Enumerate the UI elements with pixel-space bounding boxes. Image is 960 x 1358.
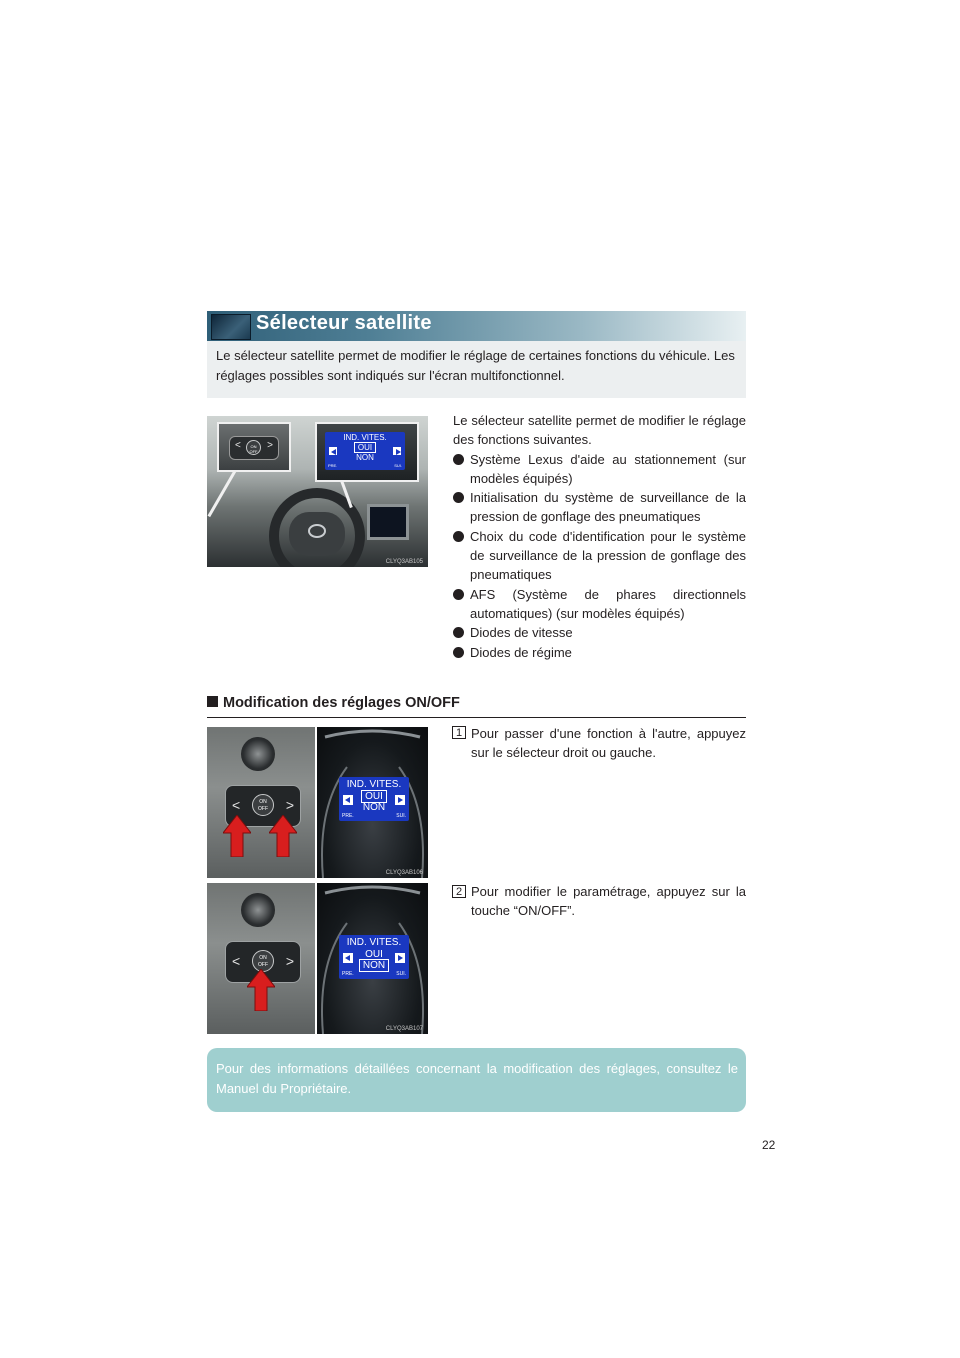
step-number: 2 (452, 885, 466, 898)
lcd-option-no: NON (359, 959, 389, 972)
page-number: 22 (762, 1138, 776, 1152)
lcd-next-label: SUI. (396, 971, 406, 977)
list-item: Initialisation du système de surveillance de la pression de gonflage des pneumatiques (453, 488, 746, 527)
lcd-title: IND. VITES. (346, 937, 402, 948)
red-arrow-icon (269, 815, 297, 857)
step-number: 1 (452, 726, 466, 739)
lcd-option-no: NON (362, 802, 386, 813)
arrow-left-icon (329, 447, 337, 455)
arrow-left-icon (343, 953, 353, 963)
callout-line (208, 468, 238, 517)
image-code: CLYQ3AB105 (385, 559, 423, 565)
step2-display-photo (317, 883, 428, 1034)
switch-inset (217, 422, 291, 472)
lcd-prev-label: PRE. (342, 971, 354, 977)
step1-display-photo (317, 727, 428, 878)
arrow-right-icon (395, 795, 405, 805)
lcd-option-yes: OUI (365, 949, 383, 960)
center-screen (367, 504, 409, 540)
lcd-next-label: SUI. (396, 813, 406, 819)
bullet-icon (453, 647, 464, 658)
lcd-title: IND. VITES. (343, 433, 387, 442)
square-bullet-icon (207, 696, 218, 707)
bullet-icon (453, 492, 464, 503)
section-thumbnail-image (211, 314, 251, 340)
list-item: Diodes de régime (453, 643, 746, 662)
intro-text: Le sélecteur satellite permet de modifier le réglage de certaines fonctions du véhicule. Les réglages possibles sont indiqués sur l'écran multifonctionnel. (216, 348, 735, 383)
lcd-prev-label: PRE. (328, 463, 338, 468)
lcd-option-yes: OUI (354, 442, 376, 453)
lcd-option-yes: OUI (361, 790, 387, 803)
lcd-display (339, 935, 409, 979)
satellite-switch (229, 436, 279, 460)
lcd-next-label: SUI. (394, 463, 402, 468)
step-text: Pour passer d'une fonction à l'autre, appuyez sur le sélecteur droit ou gauche. (471, 726, 746, 760)
step-text: Pour modifier le paramétrage, appuyez sur la touche “ON/OFF”. (471, 884, 746, 918)
chevron-left-icon: < (232, 953, 241, 969)
step2-switch-photo (207, 883, 315, 1034)
chevron-left-icon: < (235, 440, 241, 451)
bullet-icon (453, 589, 464, 600)
bullet-icon (453, 531, 464, 542)
overview-lead: Le sélecteur satellite permet de modifier le réglage des fonctions suivantes. (453, 413, 746, 448)
red-arrow-icon (223, 815, 251, 857)
chevron-left-icon: < (232, 797, 241, 813)
on-off-button: ON OFF (246, 440, 261, 455)
chevron-right-icon: > (267, 440, 273, 451)
lexus-logo (308, 524, 326, 538)
lcd-display (325, 432, 405, 470)
display-inset (315, 422, 419, 482)
on-off-button: ON OFF (252, 950, 274, 972)
image-code: CLYQ3AB106 (385, 870, 423, 876)
overview-text (453, 411, 746, 662)
list-item: Choix du code d'identification pour le système de surveillance de la pression de gonflage des pneumatiques (453, 527, 746, 585)
dashboard-photo (207, 416, 428, 567)
bullet-icon (453, 627, 464, 638)
bullet-icon (453, 454, 464, 465)
list-item: Système Lexus d'aide au stationnement (sur modèles équipés) (453, 450, 746, 489)
list-item: Diodes de vitesse (453, 623, 746, 642)
divider (207, 717, 746, 718)
section-title: Sélecteur satellite (256, 312, 432, 334)
image-code: CLYQ3AB107 (385, 1026, 423, 1032)
dimmer-knob (241, 893, 275, 927)
arrow-right-icon (395, 953, 405, 963)
info-note-text: Pour des informations détaillées concernant la modification des réglages, consultez le Manuel du Propriétaire. (216, 1061, 738, 1096)
lcd-option-no: NON (356, 453, 374, 462)
chevron-right-icon: > (285, 953, 294, 969)
step1-switch-photo (207, 727, 315, 878)
lcd-prev-label: PRE. (342, 813, 354, 819)
lcd-display (339, 777, 409, 821)
red-arrow-icon (247, 969, 275, 1011)
lcd-title: IND. VITES. (346, 779, 402, 790)
dimmer-knob (241, 737, 275, 771)
subsection-title: Modification des réglages ON/OFF (207, 695, 460, 711)
chevron-right-icon: > (285, 797, 294, 813)
on-off-button: ON OFF (252, 794, 274, 816)
list-item: AFS (Système de phares directionnels automatiques) (sur modèles équipés) (453, 585, 746, 624)
arrow-left-icon (343, 795, 353, 805)
arrow-right-icon (393, 447, 401, 455)
